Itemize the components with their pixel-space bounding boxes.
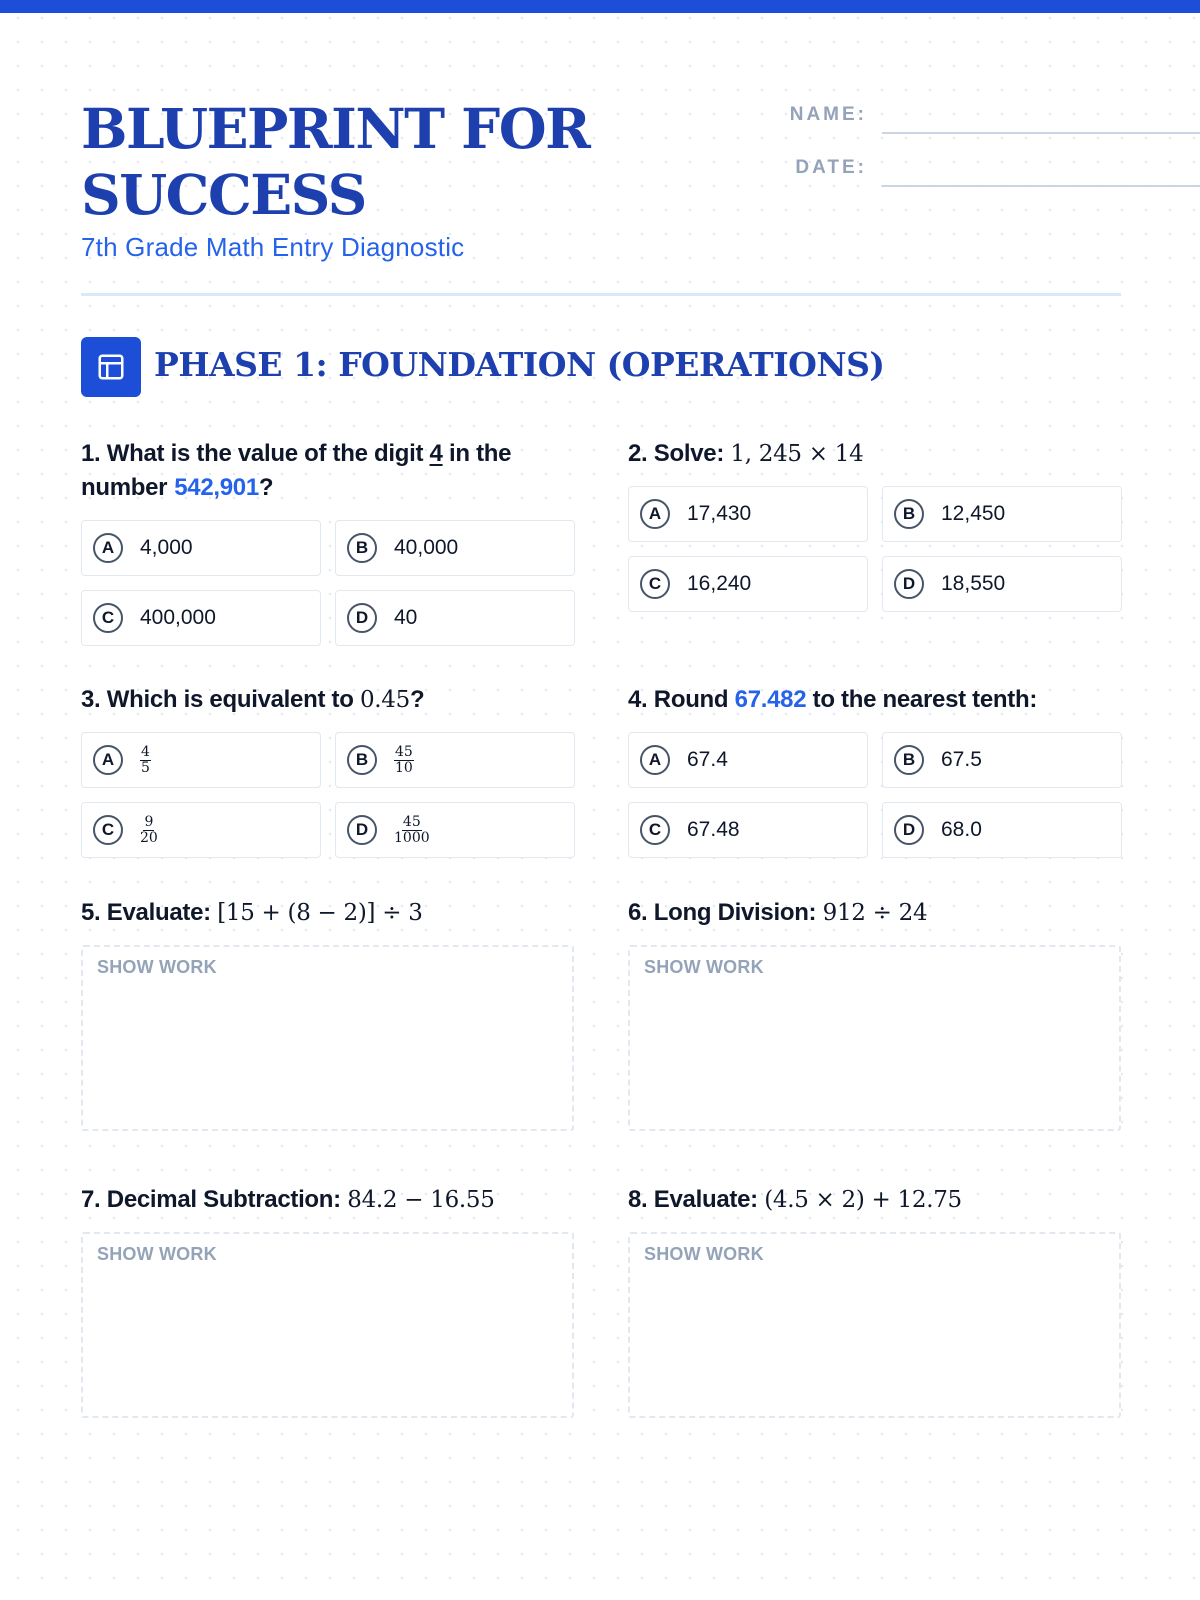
question-mark: ? xyxy=(258,474,274,501)
question-6-text xyxy=(628,896,1121,930)
option-value: 67.4 xyxy=(687,748,728,771)
date-label: DATE: xyxy=(795,157,867,178)
question-1 xyxy=(81,437,574,646)
layout-icon xyxy=(81,337,141,397)
option-letter-badge: B xyxy=(894,745,924,775)
option-letter-badge: D xyxy=(894,569,924,599)
question-2-text xyxy=(628,437,1121,471)
name-field[interactable] xyxy=(701,96,1200,136)
option-letter-badge: C xyxy=(93,815,123,845)
question-number: 2. xyxy=(628,440,648,467)
option-c[interactable] xyxy=(628,802,868,858)
fraction-denominator: 20 xyxy=(140,829,158,846)
question-prompt: Solve: xyxy=(653,440,725,467)
fraction-denominator: 10 xyxy=(395,759,413,776)
option-letter-badge: A xyxy=(93,533,123,563)
name-line[interactable] xyxy=(882,132,1200,134)
show-work-label: SHOW WORK xyxy=(97,957,217,977)
option-value: 68.0 xyxy=(941,818,982,841)
option-d[interactable] xyxy=(335,802,575,858)
option-letter-badge: D xyxy=(894,815,924,845)
option-letter-badge: C xyxy=(640,815,670,845)
worksheet-header xyxy=(81,96,1121,296)
question-8-text xyxy=(628,1183,1121,1217)
option-d[interactable] xyxy=(335,590,575,646)
question-prompt: Evaluate: xyxy=(653,1186,758,1213)
option-d[interactable] xyxy=(882,556,1122,612)
question-prompt: Evaluate: xyxy=(106,899,211,926)
option-letter-badge: C xyxy=(640,569,670,599)
answer-options xyxy=(81,520,574,646)
underlined-digit: 4 xyxy=(429,440,443,467)
option-letter-badge: B xyxy=(347,745,377,775)
option-value: 40,000 xyxy=(394,536,459,559)
option-letter-badge: B xyxy=(894,499,924,529)
date-line[interactable] xyxy=(882,185,1200,187)
highlighted-number: 542,901 xyxy=(174,474,259,501)
phase-title: PHASE 1: FOUNDATION (OPERATIONS) xyxy=(154,345,885,384)
option-letter-badge: A xyxy=(93,745,123,775)
question-5 xyxy=(81,896,574,1131)
question-4 xyxy=(628,683,1121,858)
show-work-box[interactable] xyxy=(628,1232,1121,1418)
question-prompt: Long Division: xyxy=(653,899,817,926)
fraction-value xyxy=(140,815,158,846)
option-letter-badge: A xyxy=(640,745,670,775)
fraction-numerator: 9 xyxy=(144,813,154,830)
option-a[interactable] xyxy=(628,732,868,788)
option-b[interactable] xyxy=(335,732,575,788)
option-b[interactable] xyxy=(335,520,575,576)
question-4-text xyxy=(628,683,1121,717)
option-a[interactable] xyxy=(628,486,868,542)
show-work-box[interactable] xyxy=(81,1232,574,1418)
option-d[interactable] xyxy=(882,802,1122,858)
option-value: 400,000 xyxy=(140,606,216,629)
option-letter-badge: D xyxy=(347,603,377,633)
title-line-1: BLUEPRINT FOR xyxy=(81,96,590,161)
option-value: 18,550 xyxy=(941,572,1006,595)
question-number: 3. xyxy=(81,686,101,713)
option-value: 12,450 xyxy=(941,502,1006,525)
option-letter-badge: A xyxy=(640,499,670,529)
title-line-2: SUCCESS xyxy=(81,162,366,227)
question-6 xyxy=(628,896,1121,1131)
question-5-text xyxy=(81,896,574,930)
question-1-text xyxy=(81,437,574,505)
highlighted-number: 67.482 xyxy=(734,686,807,713)
question-mark: ? xyxy=(409,686,425,713)
top-accent-bar xyxy=(0,0,1200,13)
math-expression: 912 ÷ 24 xyxy=(822,900,928,926)
question-prompt: Round xyxy=(653,686,729,713)
math-expression: [15 + (8 − 2)] ÷ 3 xyxy=(217,900,423,926)
option-a[interactable] xyxy=(81,520,321,576)
option-c[interactable] xyxy=(81,590,321,646)
name-label: NAME: xyxy=(789,104,867,125)
question-prompt: Which is equivalent to xyxy=(106,686,354,713)
fraction-value xyxy=(394,745,414,776)
answer-options xyxy=(81,732,574,858)
math-expression: (4.5 × 2) + 12.75 xyxy=(764,1187,962,1213)
option-c[interactable] xyxy=(628,556,868,612)
show-work-label: SHOW WORK xyxy=(97,1244,217,1264)
option-letter-badge: B xyxy=(347,533,377,563)
show-work-box[interactable] xyxy=(628,945,1121,1131)
question-number: 6. xyxy=(628,899,648,926)
question-number: 1. xyxy=(81,440,101,467)
question-number: 5. xyxy=(81,899,101,926)
question-number: 7. xyxy=(81,1186,101,1213)
math-expression: 0.45 xyxy=(359,687,410,713)
date-field[interactable] xyxy=(701,149,1200,189)
fraction-denominator: 5 xyxy=(141,759,150,776)
question-number: 8. xyxy=(628,1186,648,1213)
fraction-numerator: 45 xyxy=(395,743,413,760)
show-work-label: SHOW WORK xyxy=(644,957,764,977)
option-value: 16,240 xyxy=(687,572,752,595)
header-divider xyxy=(81,293,1121,296)
option-letter-badge: C xyxy=(93,603,123,633)
option-value: 4,000 xyxy=(140,536,193,559)
question-7 xyxy=(81,1183,574,1418)
question-prompt: What is the value of the digit xyxy=(106,440,424,467)
fraction-numerator: 45 xyxy=(402,813,421,830)
option-a[interactable] xyxy=(81,732,321,788)
question-prompt-cont: to the nearest tenth: xyxy=(812,686,1038,713)
worksheet-subtitle: 7th Grade Math Entry Diagnostic xyxy=(81,232,465,262)
fraction-denominator: 1000 xyxy=(394,829,430,846)
question-number: 4. xyxy=(628,686,648,713)
option-c[interactable] xyxy=(81,802,321,858)
question-2 xyxy=(628,437,1121,612)
option-value: 67.48 xyxy=(687,818,740,841)
option-b[interactable] xyxy=(882,732,1122,788)
worksheet-title xyxy=(81,96,641,228)
math-expression: 1, 245 × 14 xyxy=(730,441,864,467)
option-value: 17,430 xyxy=(687,502,752,525)
math-expression: 84.2 − 16.55 xyxy=(347,1187,495,1213)
option-value: 67.5 xyxy=(941,748,982,771)
question-prompt: Decimal Subtraction: xyxy=(106,1186,341,1213)
show-work-label: SHOW WORK xyxy=(644,1244,764,1264)
fraction-value xyxy=(394,815,430,846)
option-b[interactable] xyxy=(882,486,1122,542)
question-3-text xyxy=(81,683,574,717)
question-prompt-cont: in the number xyxy=(81,440,512,501)
option-value: 40 xyxy=(394,606,418,629)
answer-options xyxy=(628,486,1121,612)
fraction-value xyxy=(140,745,151,776)
option-letter-badge: D xyxy=(347,815,377,845)
fraction-numerator: 4 xyxy=(141,743,150,760)
show-work-box[interactable] xyxy=(81,945,574,1131)
phase-heading xyxy=(81,337,1121,397)
answer-options xyxy=(628,732,1121,858)
question-3 xyxy=(81,683,574,858)
question-8 xyxy=(628,1183,1121,1418)
question-7-text xyxy=(81,1183,574,1217)
